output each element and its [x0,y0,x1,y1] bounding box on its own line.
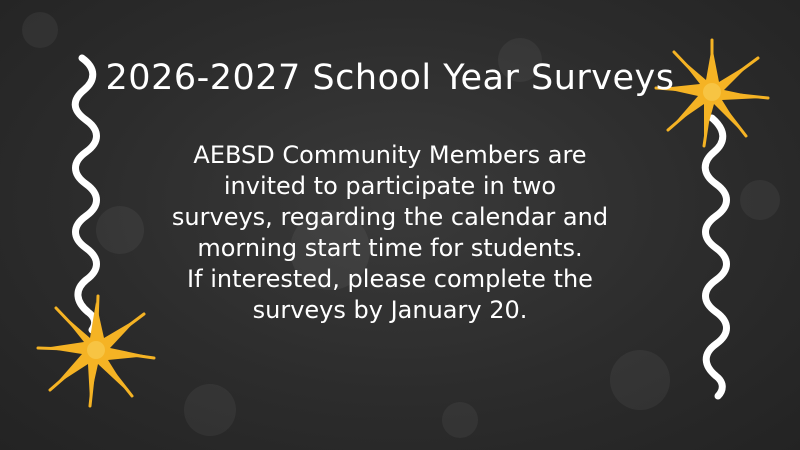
announcement-line: invited to participate in two [223,172,557,200]
announcement-line: morning start time for students. [197,234,583,262]
announcement-line: AEBSD Community Members are [193,141,587,169]
left-squiggle [75,58,96,330]
announcement-line: If interested, please complete the [187,265,593,293]
announcement-line: surveys by January 20. [252,296,528,324]
page-title: 2026-2027 School Year Surveys [105,58,675,98]
announcement-line: surveys, regarding the calendar and [171,203,609,231]
announcement-text [130,140,650,326]
right-squiggle [705,118,726,396]
